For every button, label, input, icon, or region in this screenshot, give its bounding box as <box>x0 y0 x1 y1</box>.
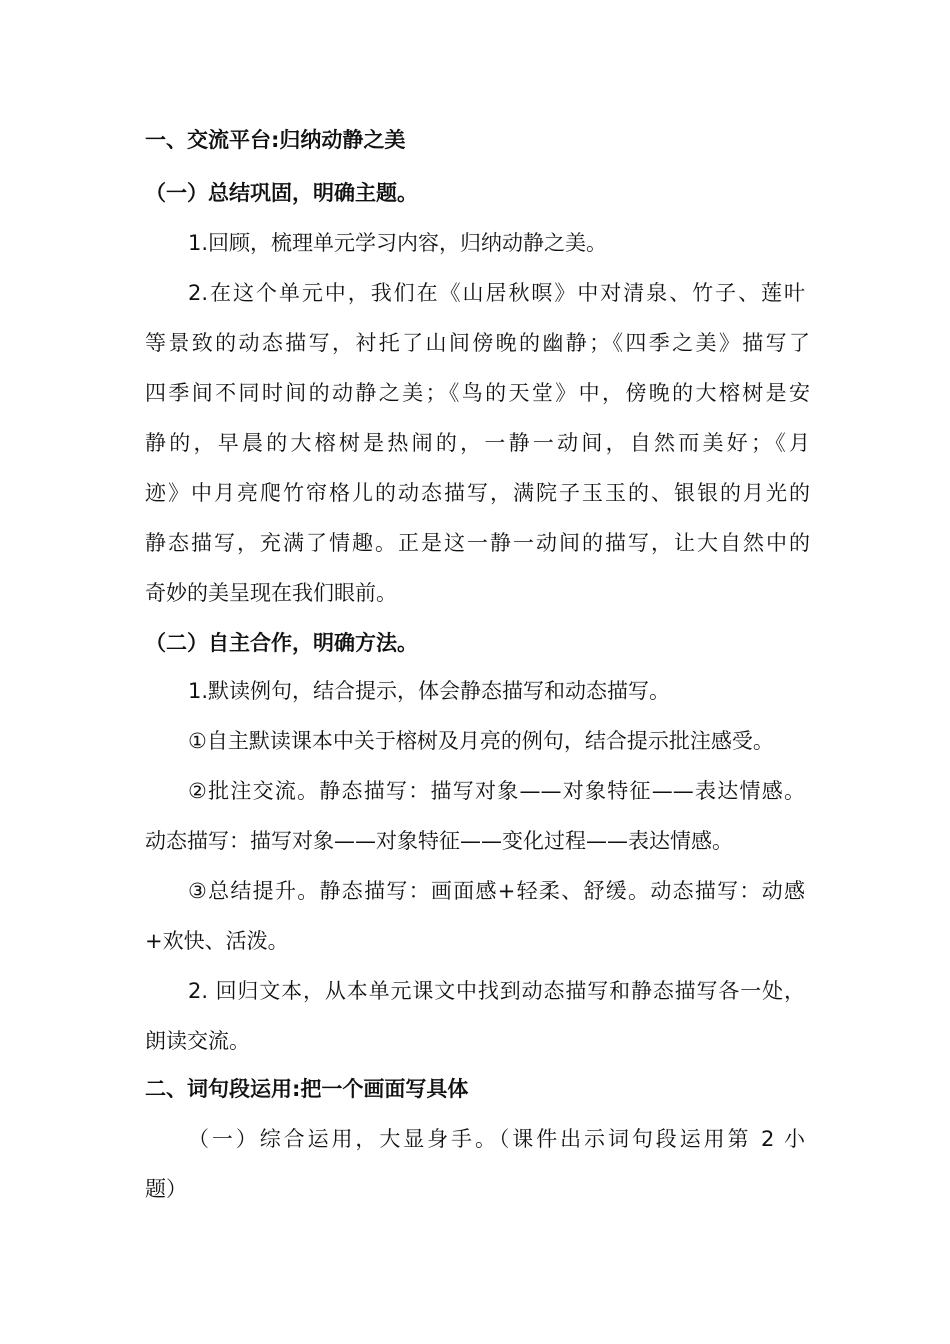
sub2-item-3-line: +欢快、活泼。 <box>145 929 289 953</box>
sub2-paragraph-2-line: 朗读交流。 <box>145 1029 250 1053</box>
sub1-paragraph-2-line: 四季间不同时间的动静之美；《鸟的天堂》中，傍晚的大榕树是安 <box>145 381 810 405</box>
section1-sub1-heading: （一）总结巩固，明确主题。 <box>145 181 418 205</box>
section2-sub1-line: （一）综合运用，大显身手。（课件出示词句段运用第 2 小 <box>188 1127 805 1151</box>
sub2-paragraph-2-line: 2. 回归文本，从本单元课文中找到动态描写和静态描写各一处， <box>188 979 805 1003</box>
sub2-item-3-line: ③总结提升。静态描写：画面感+轻柔、舒缓。动态描写：动感 <box>188 879 805 903</box>
sub2-item-2-line: ②批注交流。静态描写：描写对象——对象特征——表达情感。 <box>188 779 805 803</box>
sub2-paragraph-1: 1.默读例句，结合提示，体会静态描写和动态描写。 <box>188 679 671 703</box>
section1-sub2-heading: （二）自主合作，明确方法。 <box>145 631 418 655</box>
sub1-paragraph-2-line: 迹》中月亮爬竹帘格儿的动态描写，满院子玉玉的、银银的月光的 <box>145 481 810 505</box>
sub1-paragraph-1: 1.回顾，梳理单元学习内容，归纳动静之美。 <box>188 231 608 255</box>
sub1-paragraph-2-line: 2.在这个单元中，我们在《山居秋暝》中对清泉、竹子、莲叶 <box>188 281 805 305</box>
sub1-paragraph-2-line: 静态描写，充满了情趣。正是这一静一动间的描写，让大自然中的 <box>145 531 810 555</box>
sub1-paragraph-2-line: 奇妙的美呈现在我们眼前。 <box>145 581 397 605</box>
section2-sub1-line: 题） <box>145 1177 187 1201</box>
sub2-item-1: ①自主默读课本中关于榕树及月亮的例句，结合提示批注感受。 <box>188 729 774 753</box>
sub1-paragraph-2-line: 静的，早晨的大榕树是热闹的，一静一动间，自然而美好；《月 <box>145 431 810 455</box>
section1-heading: 一、交流平台:归纳动静之美 <box>145 128 406 152</box>
sub2-item-2-line: 动态描写：描写对象——对象特征——变化过程——表达情感。 <box>145 829 733 853</box>
section2-heading: 二、词句段运用:把一个画面写具体 <box>145 1077 469 1101</box>
sub1-paragraph-2-line: 等景致的动态描写，衬托了山间傍晚的幽静；《四季之美》描写了 <box>145 331 810 355</box>
